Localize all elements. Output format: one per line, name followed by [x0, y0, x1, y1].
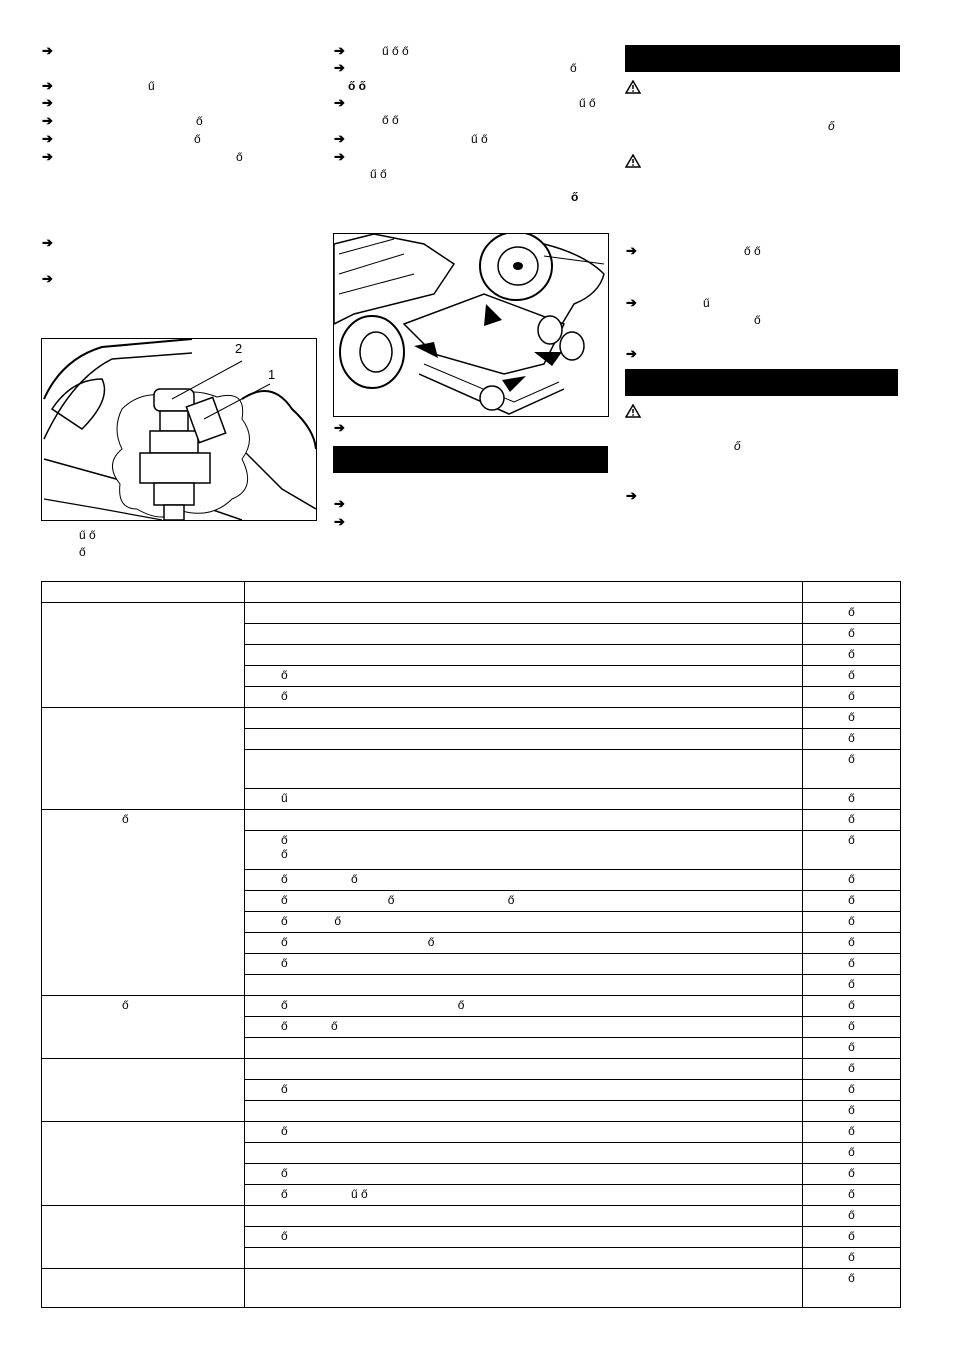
- section-heading-bar: [625, 369, 898, 396]
- col1-step-4: ő: [196, 114, 203, 128]
- by-whom-cell: ő: [803, 1101, 901, 1122]
- remedy-cell: ű: [245, 789, 803, 810]
- callout-1: 1: [268, 367, 276, 382]
- remedy-cell: ő: [245, 666, 803, 687]
- remedy-cell: ő ő: [245, 996, 803, 1017]
- by-whom-cell: ő: [803, 1269, 901, 1308]
- fault-label: [42, 603, 245, 708]
- by-whom-cell: ő: [803, 1164, 901, 1185]
- remedy-cell: ő: [245, 1080, 803, 1101]
- arrow-right-icon: ➔: [334, 496, 345, 511]
- arrow-right-icon: ➔: [334, 514, 345, 529]
- troubleshooting-table-body: [42, 582, 901, 1308]
- figure-legend-1: ű ő: [79, 528, 96, 542]
- section-heading-bar: [333, 446, 608, 473]
- by-whom-cell: ő: [803, 645, 901, 666]
- remedy-cell: ő ő: [245, 870, 803, 891]
- table-row: [42, 1269, 901, 1308]
- remedy-cell: ő: [245, 954, 803, 975]
- arrow-right-icon: ➔: [334, 60, 345, 75]
- by-whom-cell: ő: [803, 810, 901, 831]
- by-whom-cell: ő: [803, 891, 901, 912]
- arrow-right-icon: ➔: [334, 131, 345, 146]
- arrow-right-icon: ➔: [626, 295, 637, 310]
- remedy-cell: ő ű ő: [245, 1185, 803, 1206]
- remedy-cell: [245, 1269, 803, 1308]
- remedy-cell: [245, 603, 803, 624]
- remedy-cell: ő ő ő: [245, 891, 803, 912]
- col3-step-1: ő ő: [744, 244, 761, 258]
- remedy-cell: [245, 810, 803, 831]
- valve-figure: [41, 338, 317, 521]
- remedy-cell: [245, 1248, 803, 1269]
- wheel-illustration: [334, 234, 608, 416]
- arrow-right-icon: ➔: [626, 346, 637, 361]
- col2-step-4: ű ő: [471, 132, 488, 146]
- by-whom-cell: ő: [803, 996, 901, 1017]
- remedy-cell: [245, 708, 803, 729]
- by-whom-cell: ő: [803, 1080, 901, 1101]
- col1-step-6: ő: [236, 150, 243, 164]
- by-whom-cell: ő: [803, 870, 901, 891]
- remedy-cell: [245, 1206, 803, 1227]
- col3-step-2: ű: [703, 296, 710, 310]
- remedy-cell: [245, 1038, 803, 1059]
- arrow-right-icon: ➔: [334, 43, 345, 58]
- fault-label: [42, 708, 245, 810]
- table-row: [42, 1059, 901, 1080]
- remedy-cell: [245, 750, 803, 789]
- fault-label: [42, 1122, 245, 1206]
- wheel-figure: [333, 233, 609, 417]
- by-whom-cell: ő: [803, 729, 901, 750]
- col2-step-5b: ű ő: [370, 167, 387, 181]
- by-whom-cell: ő: [803, 1206, 901, 1227]
- by-whom-cell: ő: [803, 708, 901, 729]
- arrow-right-icon: ➔: [42, 149, 53, 164]
- fault-label: ő: [42, 810, 245, 996]
- col3-step-2b: ő: [754, 313, 761, 327]
- by-whom-cell: ő: [803, 1122, 901, 1143]
- by-whom-cell: ő: [803, 1248, 901, 1269]
- warning-icon: [625, 80, 641, 94]
- remedy-cell: [245, 729, 803, 750]
- table-header-row: [42, 582, 901, 603]
- arrow-right-icon: ➔: [42, 271, 53, 286]
- by-whom-cell: ő: [803, 954, 901, 975]
- by-whom-cell: ő: [803, 1185, 901, 1206]
- by-whom-cell: ő: [803, 1059, 901, 1080]
- fault-label: [42, 1206, 245, 1269]
- by-whom-cell: ő: [803, 750, 901, 789]
- by-whom-cell: ő: [803, 1038, 901, 1059]
- remedy-cell: ő: [245, 1164, 803, 1185]
- fault-label: [42, 1059, 245, 1122]
- header-by-whom: [803, 582, 901, 603]
- col1-step-2: ű: [148, 79, 155, 93]
- by-whom-cell: ő: [803, 624, 901, 645]
- table-row: [42, 603, 901, 624]
- col2-step-5c: ő: [571, 190, 579, 204]
- warning-icon: [625, 154, 641, 168]
- arrow-right-icon: ➔: [42, 113, 53, 128]
- callout-2: 2: [235, 341, 243, 356]
- remedy-cell: [245, 1143, 803, 1164]
- by-whom-cell: ő: [803, 687, 901, 708]
- fault-label: ő: [42, 996, 245, 1059]
- table-row: [42, 1206, 901, 1227]
- col2-step-2: ő: [570, 61, 577, 75]
- table-row: [42, 810, 901, 831]
- arrow-right-icon: ➔: [334, 149, 345, 164]
- by-whom-cell: ő: [803, 1143, 901, 1164]
- table-row: [42, 708, 901, 729]
- by-whom-cell: ő: [803, 1227, 901, 1248]
- col1-step-5: ő: [194, 132, 201, 146]
- arrow-right-icon: ➔: [626, 488, 637, 503]
- header-fault: [42, 582, 245, 603]
- by-whom-cell: ő: [803, 831, 901, 870]
- table-row: [42, 996, 901, 1017]
- fault-label: [42, 1269, 245, 1308]
- table-row: [42, 1122, 901, 1143]
- col2-step-2b: ő ő: [348, 79, 366, 93]
- by-whom-cell: ő: [803, 975, 901, 996]
- arrow-right-icon: ➔: [334, 95, 345, 110]
- col2-step-1: ű ő ő: [382, 44, 409, 58]
- by-whom-cell: ő: [803, 789, 901, 810]
- remedy-cell: ő ő: [245, 933, 803, 954]
- remedy-cell: ő ő: [245, 831, 803, 870]
- header-remedy: [245, 582, 803, 603]
- remedy-cell: ő ő: [245, 912, 803, 933]
- by-whom-cell: ő: [803, 603, 901, 624]
- warning-3-text: ő: [734, 439, 741, 453]
- arrow-right-icon: ➔: [42, 131, 53, 146]
- remedy-cell: ő: [245, 1122, 803, 1143]
- by-whom-cell: ő: [803, 933, 901, 954]
- remedy-cell: ő ő: [245, 1017, 803, 1038]
- remedy-cell: [245, 975, 803, 996]
- remedy-cell: [245, 645, 803, 666]
- by-whom-cell: ő: [803, 1017, 901, 1038]
- section-heading-bar: [625, 45, 900, 72]
- arrow-right-icon: ➔: [42, 235, 53, 250]
- col2-step-3b: ő ő: [382, 113, 399, 127]
- troubleshooting-table: [41, 581, 901, 1308]
- remedy-cell: [245, 624, 803, 645]
- arrow-right-icon: ➔: [626, 243, 637, 258]
- warning-1-text: ő: [828, 119, 835, 133]
- arrow-right-icon: ➔: [42, 95, 53, 110]
- by-whom-cell: ő: [803, 912, 901, 933]
- col2-step-3: ű ő: [579, 96, 596, 110]
- arrow-right-icon: ➔: [42, 43, 53, 58]
- warning-icon: [625, 404, 641, 418]
- remedy-cell: ő: [245, 1227, 803, 1248]
- arrow-right-icon: ➔: [334, 420, 345, 435]
- figure-legend-2: ő: [79, 545, 86, 559]
- remedy-cell: [245, 1059, 803, 1080]
- arrow-right-icon: ➔: [42, 78, 53, 93]
- by-whom-cell: ő: [803, 666, 901, 687]
- remedy-cell: [245, 1101, 803, 1122]
- remedy-cell: ő: [245, 687, 803, 708]
